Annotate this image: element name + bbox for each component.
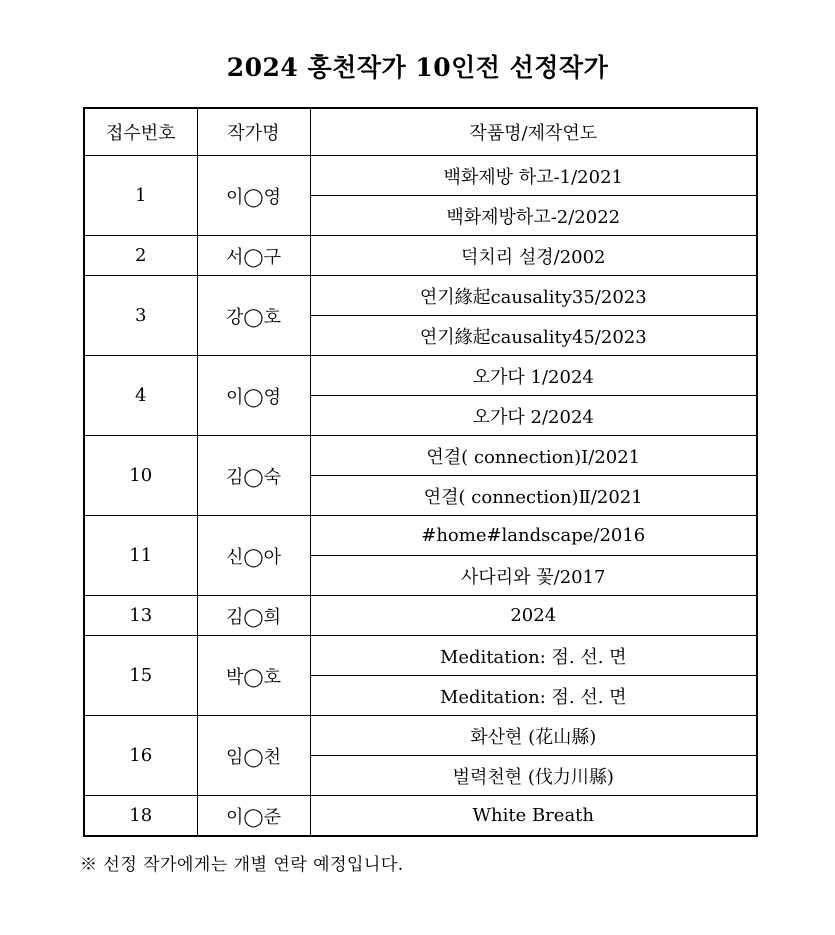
submission-number: 4: [84, 356, 197, 436]
submission-number: 13: [84, 596, 197, 636]
work-title: 백화제방하고-2/2022: [310, 196, 757, 236]
table-row: [84, 716, 757, 756]
submission-number: 16: [84, 716, 197, 796]
artist-name: 임◯천: [197, 716, 310, 796]
artist-name: 이◯준: [197, 796, 310, 837]
artist-name: 김◯숙: [197, 436, 310, 516]
submission-number: 15: [84, 636, 197, 716]
artist-name: 김◯희: [197, 596, 310, 636]
work-title: Meditation: 점. 선. 면: [310, 636, 757, 676]
submission-number: 11: [84, 516, 197, 596]
work-title: 2024: [310, 596, 757, 636]
artist-name: 박◯호: [197, 636, 310, 716]
work-title: 백화제방 하고-1/2021: [310, 156, 757, 196]
work-title: 덕치리 설경/2002: [310, 236, 757, 276]
work-title: 연결( connection)Ⅰ/2021: [310, 436, 757, 476]
work-title: Meditation: 점. 선. 면: [310, 676, 757, 716]
artist-name: 서◯구: [197, 236, 310, 276]
header-artist-name: 작가명: [197, 108, 310, 156]
artist-name: 이◯영: [197, 156, 310, 236]
page-title: 2024 홍천작가 10인전 선정작가: [226, 53, 609, 82]
table-row: [84, 636, 757, 676]
work-title: #home#landscape/2016: [310, 516, 757, 556]
work-title: 연기緣起causality45/2023: [310, 316, 757, 356]
work-title: 화산현 (花山縣): [310, 716, 757, 756]
artist-table: [83, 107, 758, 837]
submission-number: 2: [84, 236, 197, 276]
table-row: [84, 596, 757, 636]
artist-name: 이◯영: [197, 356, 310, 436]
artist-name: 신◯아: [197, 516, 310, 596]
work-title: 연결( connection)Ⅱ/2021: [310, 476, 757, 516]
artist-name: 강◯호: [197, 276, 310, 356]
work-title: 벌력천현 (伐力川縣): [310, 756, 757, 796]
submission-number: 1: [84, 156, 197, 236]
work-title: 사다리와 꽃/2017: [310, 556, 757, 596]
footnote: ※ 선정 작가에게는 개별 연락 예정입니다.: [80, 855, 404, 875]
table-row: [84, 516, 757, 556]
submission-number: 3: [84, 276, 197, 356]
work-title: White Breath: [310, 796, 757, 837]
work-title: 오가다 2/2024: [310, 396, 757, 436]
table-row: [84, 276, 757, 316]
header-work-title-year: 작품명/제작연도: [310, 108, 757, 156]
table-header-row: [84, 108, 757, 156]
submission-number: 10: [84, 436, 197, 516]
submission-number: 18: [84, 796, 197, 837]
table-row: [84, 796, 757, 837]
work-title: 연기緣起causality35/2023: [310, 276, 757, 316]
table-row: [84, 436, 757, 476]
work-title: 오가다 1/2024: [310, 356, 757, 396]
table-row: [84, 236, 757, 276]
table-row: [84, 156, 757, 196]
header-submission-number: 접수번호: [84, 108, 197, 156]
table-row: [84, 356, 757, 396]
